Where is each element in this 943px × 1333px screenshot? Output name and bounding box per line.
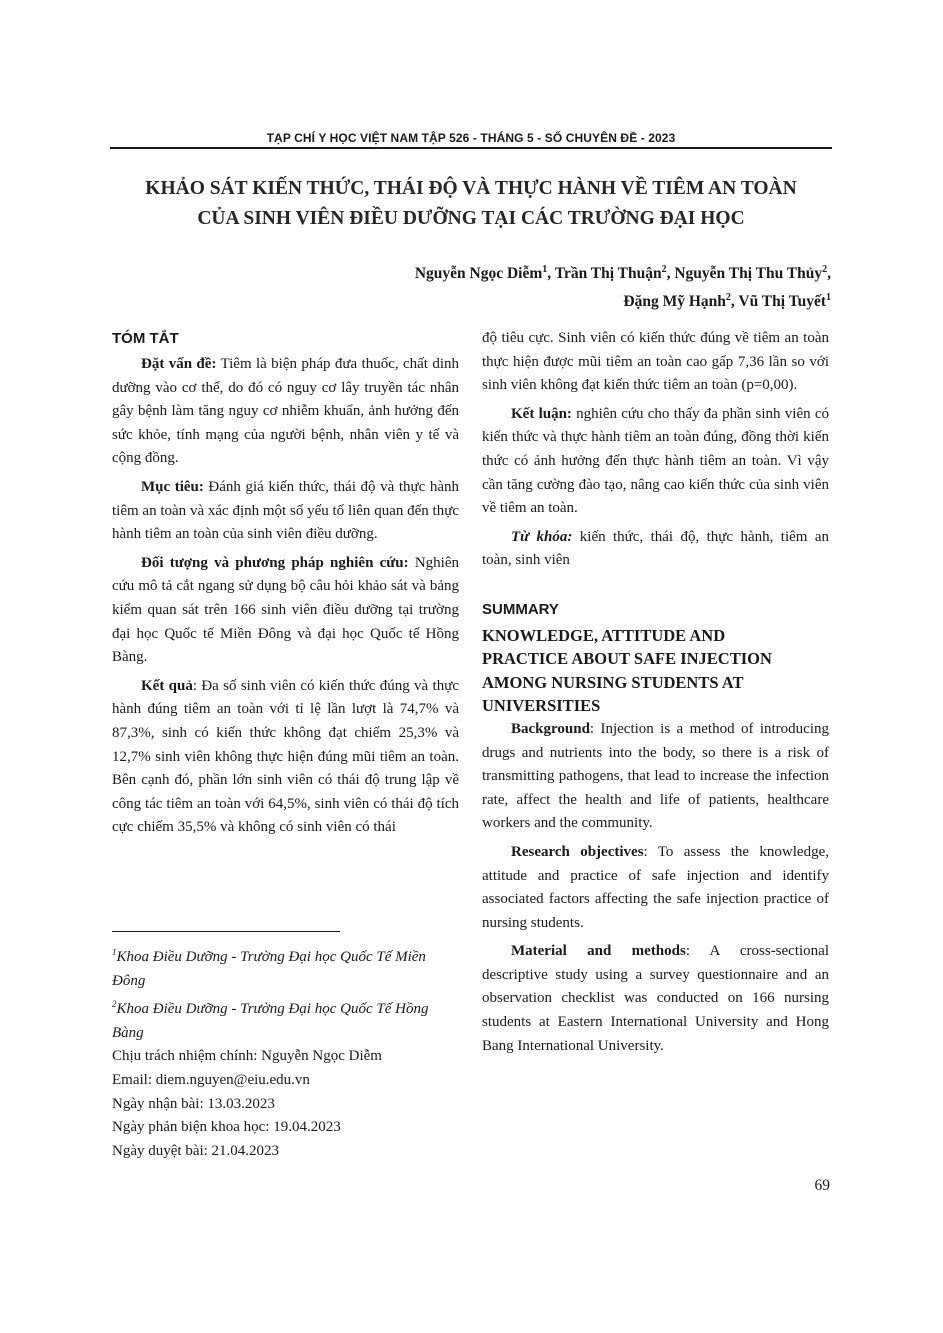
english-title-line: KNOWLEDGE, ATTITUDE AND	[482, 625, 726, 645]
abstract-text: Tiêm là biện pháp đưa thuốc, chất dinh dưỡng vào cơ thể, do đó có nguy cơ lây truyền tác nhân gây bệnh làm tăng nguy cơ nhiễm khuẩn, ảnh hưởng đến sức khỏe, tính mạng của người bệnh, nhân viên y tế và cộng đồng.	[112, 356, 459, 467]
left-column	[112, 327, 459, 840]
footnote-affiliation-1	[112, 941, 459, 993]
corresponding-email: Email: diem.nguyen@eiu.edu.vn	[112, 1071, 310, 1088]
english-title-line: PRACTICE ABOUT SAFE INJECTION	[482, 649, 772, 669]
keywords-text: kiến thức, thái độ, thực hành, tiêm an toàn, sinh viên	[482, 528, 829, 569]
abstract-keywords	[482, 526, 829, 573]
abstract-results-continued: độ tiêu cực. Sinh viên có kiến thức đúng về tiêm an toàn thực hiện được mũi tiêm an toàn cao gấp 7,36 lần so với sinh viên không đạt kiến thức tiêm an toàn (p=0,00).	[482, 330, 829, 394]
date-accepted: Ngày duyệt bài: 21.04.2023	[112, 1142, 280, 1159]
abstract-background	[112, 353, 459, 471]
summary-methods	[482, 940, 829, 1058]
author-line-1	[191, 258, 831, 286]
abstract-label: Kết luận:	[511, 405, 572, 422]
summary-label: Research objectives	[511, 843, 644, 860]
english-title	[482, 624, 829, 718]
footnote-affiliation-2	[112, 993, 459, 1045]
right-column	[482, 327, 829, 1058]
title-line-1: KHẢO SÁT KIẾN THỨC, THÁI ĐỘ VÀ THỰC HÀNH VỀ TIÊM AN TOÀN	[145, 178, 797, 199]
abstract-label: Kết quả	[141, 677, 193, 694]
abstract-text: Nghiên cứu mô tả cắt ngang sử dụng bộ câu hỏi khảo sát và bảng kiểm quan sát trên 166 sinh viên điều dưỡng tại trường đại học Quốc tế Miền Đông và đại học Quốc tế Hồng Bàng.	[112, 554, 459, 666]
keywords-label: Từ khóa:	[511, 528, 573, 545]
author-name: , Vũ Thị Tuyết	[730, 293, 826, 311]
date-received: Ngày nhận bài: 13.03.2023	[112, 1095, 275, 1112]
abstract-text: nghiên cứu cho thấy đa phần sinh viên có kiến thức và thực hành tiêm an toàn đúng, đồng thời kiến thức có ảnh hưởng đến thực hành tiêm an toàn. Vì vậy cần tăng cường đào tạo, nâng cao kiến thức của sinh viên về tiêm an toàn.	[482, 405, 830, 517]
author-name: , Trần Thị Thuận	[547, 265, 662, 283]
abstract-results	[112, 675, 459, 840]
affiliation-text: Khoa Điều Dưỡng - Trường Đại học Quốc Tế Miền Đông	[112, 949, 426, 989]
summary-label: Background	[511, 720, 590, 737]
journal-header: TẠP CHÍ Y HỌC VIỆT NAM TẬP 526 - THÁNG 5 - SỐ CHUYÊN ĐỀ - 2023	[266, 131, 676, 145]
date-reviewed: Ngày phản biện khoa học: 19.04.2023	[112, 1119, 341, 1136]
summary-objectives	[482, 841, 829, 935]
affiliation-marker: 2	[822, 264, 828, 275]
abstract-conclusion	[482, 403, 829, 521]
summary-background	[482, 718, 829, 836]
english-title-line: AMONG NURSING STUDENTS AT	[482, 672, 744, 692]
abstract-objective	[112, 476, 459, 547]
footnotes	[112, 941, 459, 1163]
abstract-label: Đặt vấn đề:	[141, 356, 217, 372]
footnote-rule	[112, 931, 340, 932]
summary-heading: SUMMARY	[482, 600, 559, 618]
affiliation-marker: 2	[112, 999, 117, 1010]
title-line-2: CỦA SINH VIÊN ĐIỀU DƯỠNG TẠI CÁC TRƯỜNG ĐẠI HỌC	[197, 208, 745, 229]
author-line-2	[191, 286, 831, 314]
author-name: Nguyễn Ngọc Diễm	[414, 265, 543, 283]
article-title	[110, 174, 832, 234]
summary-text: : To assess the knowledge, attitude and practice of safe injection and identify associated factors affecting the safe injection practice of nursing students.	[482, 843, 829, 931]
summary-label: Material and methods	[511, 943, 686, 960]
abstract-heading: TÓM TẮT	[112, 330, 179, 347]
affiliation-text: Khoa Điều Dưỡng - Trường Đại học Quốc Tế Hồng Bàng	[112, 1001, 429, 1041]
author-list	[191, 258, 831, 314]
abstract-text: Đánh giá kiến thức, thái độ và thực hành tiêm an toàn và xác định một số yếu tố liên quan đến thực hành tiêm an toàn của sinh viên điều dưỡng.	[112, 478, 459, 543]
abstract-methods	[112, 552, 459, 670]
english-title-line: UNIVERSITIES	[482, 696, 601, 716]
affiliation-marker: 1	[826, 292, 831, 304]
summary-text: : Injection is a method of introducing drugs and nutrients into the body, so there is a risk of transmitting pathogens, that lead to increase the infection rate, affect the health and life of patients, healthcare workers and the community.	[482, 720, 829, 832]
corresponding-author: Chịu trách nhiệm chính: Nguyễn Ngọc Diễm	[112, 1048, 382, 1065]
abstract-label: Đối tượng và phương pháp nghiên cứu:	[141, 554, 409, 571]
abstract-text: : Đa số sinh viên có kiến thức đúng và thực hành đúng tiêm an toàn với tỉ lệ lần lượt là 74,7% và 87,3%, sinh có kiến thức không đạt chiếm 25,3% và 12,7% sinh viên không thực hiện đúng mũi tiêm an toàn. Bên cạnh đó, phần lớn sinh viên có thái độ trung lập về công tác tiêm an toàn với 64,5%, sinh viên có thái độ tích cực chiếm 35,5% và không có sinh viên có thái	[112, 677, 459, 836]
author-name: Đặng Mỹ Hạnh	[623, 293, 726, 311]
author-name: , Nguyễn Thị Thu Thủy	[666, 265, 823, 283]
author-separator: ,	[827, 265, 831, 283]
affiliation-marker: 1	[542, 264, 548, 275]
page-number: 69	[814, 1177, 830, 1194]
header-rule	[110, 147, 832, 149]
affiliation-marker: 2	[725, 292, 731, 304]
abstract-label: Mục tiêu:	[141, 478, 204, 495]
summary-text: : A cross-sectional descriptive study using a survey questionnaire and an observation checklist was conducted on 166 nursing students at Eastern International University and Hong Bang International University.	[482, 943, 829, 1054]
affiliation-marker: 2	[661, 264, 667, 275]
affiliation-marker: 1	[112, 947, 117, 957]
